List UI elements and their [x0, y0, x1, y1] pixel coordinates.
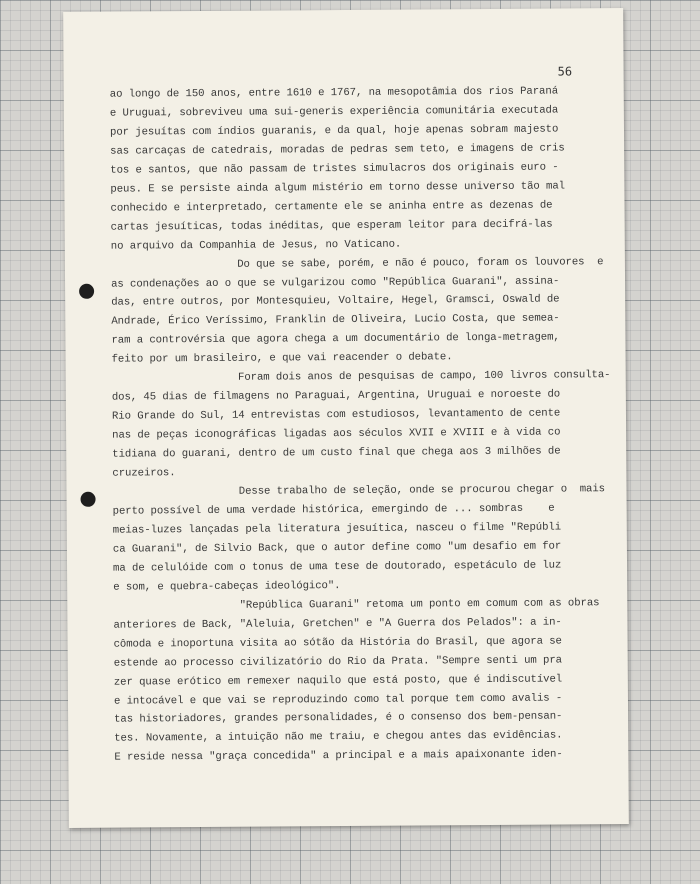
text-line: e intocável e que vai se reproduzindo como tal porque tem como avalis -: [113, 691, 563, 708]
text-line: Do que se sabe, porém, e não é pouco, foram os louvores e: [110, 255, 604, 272]
text-line: ram a controvérsia que agora chega a um documentário de longa-metragem,: [111, 331, 560, 348]
text-line: ma de celulóide com o tonus de uma tese de doutorado, espetáculo de luz: [113, 559, 562, 575]
text-line: feito por um brasileiro, e que vai reacender o debate.: [111, 351, 453, 366]
text-line: tos e santos, que não passam de tristes simulacros dos originais euro -: [110, 161, 559, 177]
text-line: cômoda e inoportuna visita ao sótão da História do Brasil, que agora se: [113, 635, 562, 651]
punch-hole-top: [79, 284, 94, 299]
text-line: ao longo de 150 anos, entre 1610 e 1767, na mesopotâmia dos rios Paraná: [109, 85, 559, 101]
typewritten-page: [63, 8, 629, 828]
text-line: Foram dois anos de pesquisas de campo, 100 livros consulta-: [111, 369, 611, 385]
text-line: dos, 45 dias de filmagens no Paraguai, Argentina, Uruguai e noroeste do: [111, 388, 561, 404]
text-line: ca Guarani", de Silvio Back, que o autor define como "um desafio em for: [112, 540, 562, 556]
text-line: tes. Novamente, a intuição não me traiu, e chegou antes das evidências.: [114, 729, 563, 746]
text-line: no arquivo da Companhia de Jesus, no Vaticano.: [110, 238, 402, 253]
text-line: Desse trabalho de seleção, onde se procurou chegar o mais: [112, 483, 606, 499]
text-line: tas historiadores, grandes personalidades, é o consenso dos bem-pensan-: [114, 710, 563, 727]
text-line: meias-luzes lançadas pela literatura jesuítica, nasceu o filme "Repúbli: [112, 521, 562, 537]
text-line: "República Guarani" retoma um ponto em comum com as obras: [113, 596, 600, 613]
text-line: conhecido e interpretado, certamente ele se aninha entre as dezenas de: [110, 199, 553, 215]
text-line: Rio Grande do Sul, 14 entrevistas com estudiosos, levantamento de cente: [111, 407, 561, 423]
text-line: das, entre outros, por Montesquieu, Voltaire, Hegel, Gramsci, Oswald de: [111, 293, 560, 310]
text-line: Andrade, Érico Veríssimo, Franklin de Oliveira, Lucio Costa, que semea-: [111, 312, 560, 329]
text-line: tidiana do guarani, dentro de um custo final que chega aos 3 milhões de: [112, 445, 561, 461]
text-line: perto possível de uma verdade histórica, emergindo de ... sombras e: [112, 502, 555, 518]
text-line: e Uruguai, sobreviveu uma sui-generis experiência comunitária executada: [109, 104, 559, 120]
text-line: as condenações ao o que se vulgarizou como "República Guarani", assina-: [111, 275, 560, 291]
text-line: estende ao processo civilizatório do Rio da Prata. "Sempre senti um pra: [113, 654, 563, 670]
text-line: nas de peças iconográficas ligadas aos séculos XVII e XVIII e à vida co: [112, 426, 561, 442]
text-line: E reside nessa "graça concedida" a principal e a mais apaixonante iden-: [114, 748, 563, 764]
body-text: [110, 82, 615, 768]
text-line: zer quase erótico em remexer naquilo que está posto, que é indiscutível: [113, 673, 563, 689]
text-line: peus. E se persiste ainda algum mistério em torno desse universo tão mal: [110, 180, 566, 196]
text-line: anteriores de Back, "Aleluia, Gretchen" e "A Guerra dos Pelados": a in-: [113, 616, 562, 632]
punch-hole-bottom: [81, 492, 96, 507]
text-line: por jesuítas com índios guaranis, e da qual, hoje apenas sobram majesto: [109, 123, 559, 139]
text-line: cartas jesuíticas, todas inéditas, que esperam leitor para decifrá-las: [110, 218, 553, 234]
text-line: sas carcaças de catedrais, moradas de pedras sem teto, e imagens de cris: [110, 142, 565, 158]
text-line: cruzeiros.: [112, 467, 176, 480]
text-line: e som, e quebra-cabeças ideológico".: [113, 579, 341, 594]
page-number: 56: [557, 64, 573, 79]
